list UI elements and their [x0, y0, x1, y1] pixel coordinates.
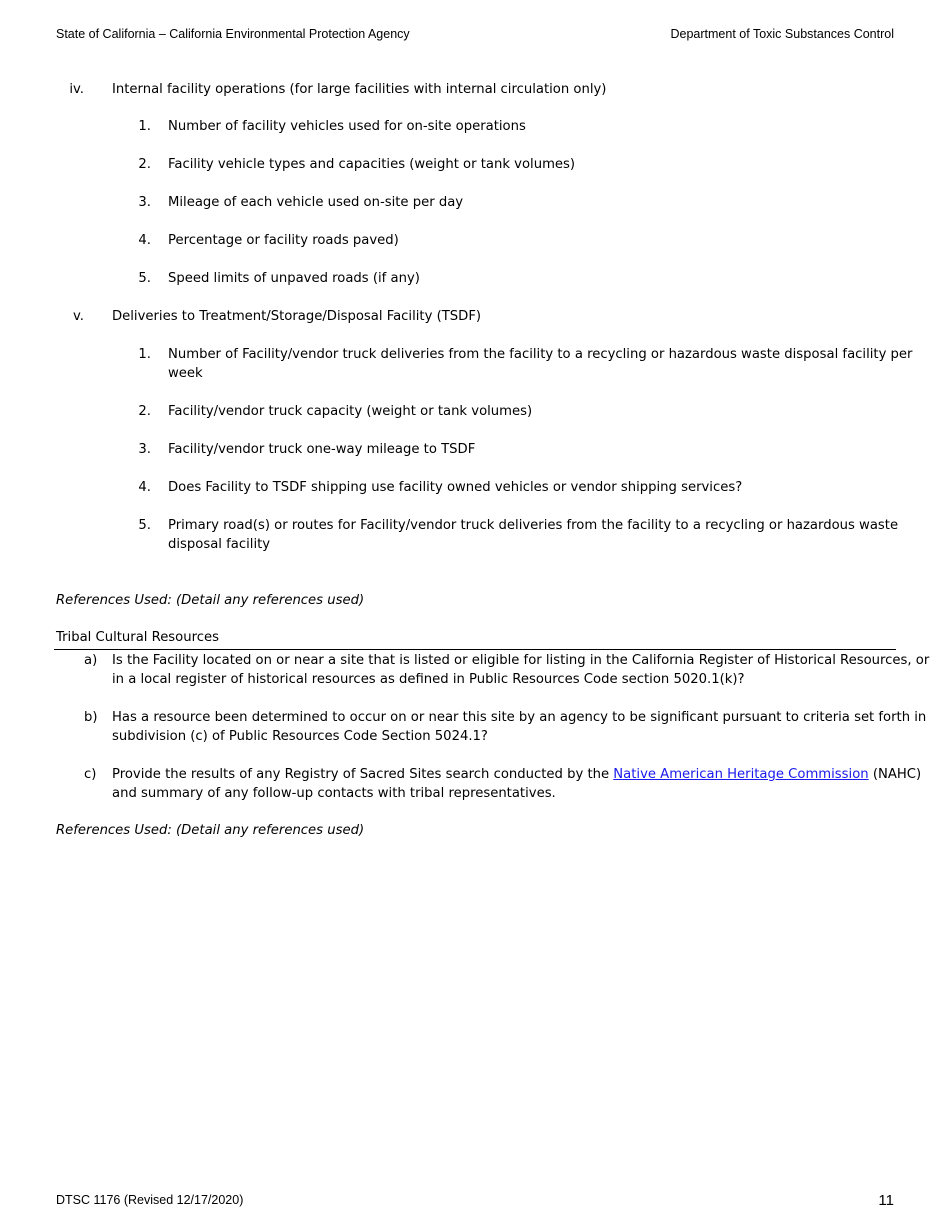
v-item-1-line2: week	[168, 366, 203, 381]
iv-item-4-text: Percentage or facility roads paved)	[168, 233, 399, 248]
iv-item-4-number: 4.	[138, 233, 151, 248]
v-item-3-number: 3.	[138, 442, 151, 457]
iv-item-5-number: 5.	[138, 271, 151, 286]
tribal-section-title: Tribal Cultural Resources	[56, 630, 219, 645]
section-divider	[54, 649, 896, 650]
v-item-2-number: 2.	[138, 404, 151, 419]
iv-item-5-text: Speed limits of unpaved roads (if any)	[168, 271, 420, 286]
references-used-2: References Used: (Detail any references used)	[56, 823, 365, 838]
tribal-c-post: (NAHC)	[868, 767, 922, 782]
header-agency: State of California – California Environmental Protection Agency	[56, 27, 410, 41]
iv-item-2-number: 2.	[138, 157, 151, 172]
iv-item-1-text: Number of facility vehicles used for on-site operations	[168, 119, 526, 134]
tribal-a-letter: a)	[84, 653, 98, 668]
page-number: 11	[878, 1192, 894, 1209]
footer-form-number: DTSC 1176 (Revised 12/17/2020)	[56, 1193, 244, 1207]
tribal-b-line2: subdivision (c) of Public Resources Code Section 5024.1?	[112, 729, 488, 744]
references-used-1: References Used: (Detail any references used)	[56, 593, 365, 608]
tribal-a-line2: in a local register of historical resources as defined in Public Resources Code section 5020.1(k)?	[112, 672, 745, 687]
v-item-1-number: 1.	[138, 347, 151, 362]
section-v-numeral: v.	[73, 309, 84, 324]
iv-item-2-text: Facility vehicle types and capacities (weight or tank volumes)	[168, 157, 576, 172]
header-department: Department of Toxic Substances Control	[670, 27, 894, 41]
iv-item-1-number: 1.	[138, 119, 151, 134]
tribal-c-letter: c)	[84, 767, 97, 782]
v-item-4-number: 4.	[138, 480, 151, 495]
tribal-c-pre: Provide the results of any Registry of Sacred Sites search conducted by the	[112, 767, 614, 782]
tribal-c-line2: and summary of any follow-up contacts with tribal representatives.	[112, 786, 556, 801]
v-item-5-line1: Primary road(s) or routes for Facility/vendor truck deliveries from the facility to a recycling or hazardous waste	[168, 518, 899, 533]
nahc-link[interactable]: Native American Heritage Commission	[613, 767, 869, 782]
tribal-c-line1	[112, 765, 921, 784]
v-item-4-text: Does Facility to TSDF shipping use facility owned vehicles or vendor shipping services?	[168, 480, 743, 495]
section-iv-title: Internal facility operations (for large facilities with internal circulation only)	[112, 82, 607, 97]
v-item-5-line2: disposal facility	[168, 537, 271, 552]
v-item-2-text: Facility/vendor truck capacity (weight or tank volumes)	[168, 404, 533, 419]
tribal-b-line1: Has a resource been determined to occur on or near this site by an agency to be significant pursuant to criteria set forth in	[112, 710, 927, 725]
section-v-title: Deliveries to Treatment/Storage/Disposal Facility (TSDF)	[112, 309, 482, 324]
tribal-a-line1: Is the Facility located on or near a site that is listed or eligible for listing in the California Register of Historical Resources, or	[112, 653, 930, 668]
section-iv-numeral: iv.	[69, 82, 84, 97]
v-item-3-text: Facility/vendor truck one-way mileage to TSDF	[168, 442, 476, 457]
v-item-1-line1: Number of Facility/vendor truck deliveries from the facility to a recycling or hazardous waste disposal facility per	[168, 347, 913, 362]
v-item-5-number: 5.	[138, 518, 151, 533]
iv-item-3-number: 3.	[138, 195, 151, 210]
tribal-b-letter: b)	[84, 710, 98, 725]
iv-item-3-text: Mileage of each vehicle used on-site per day	[168, 195, 464, 210]
